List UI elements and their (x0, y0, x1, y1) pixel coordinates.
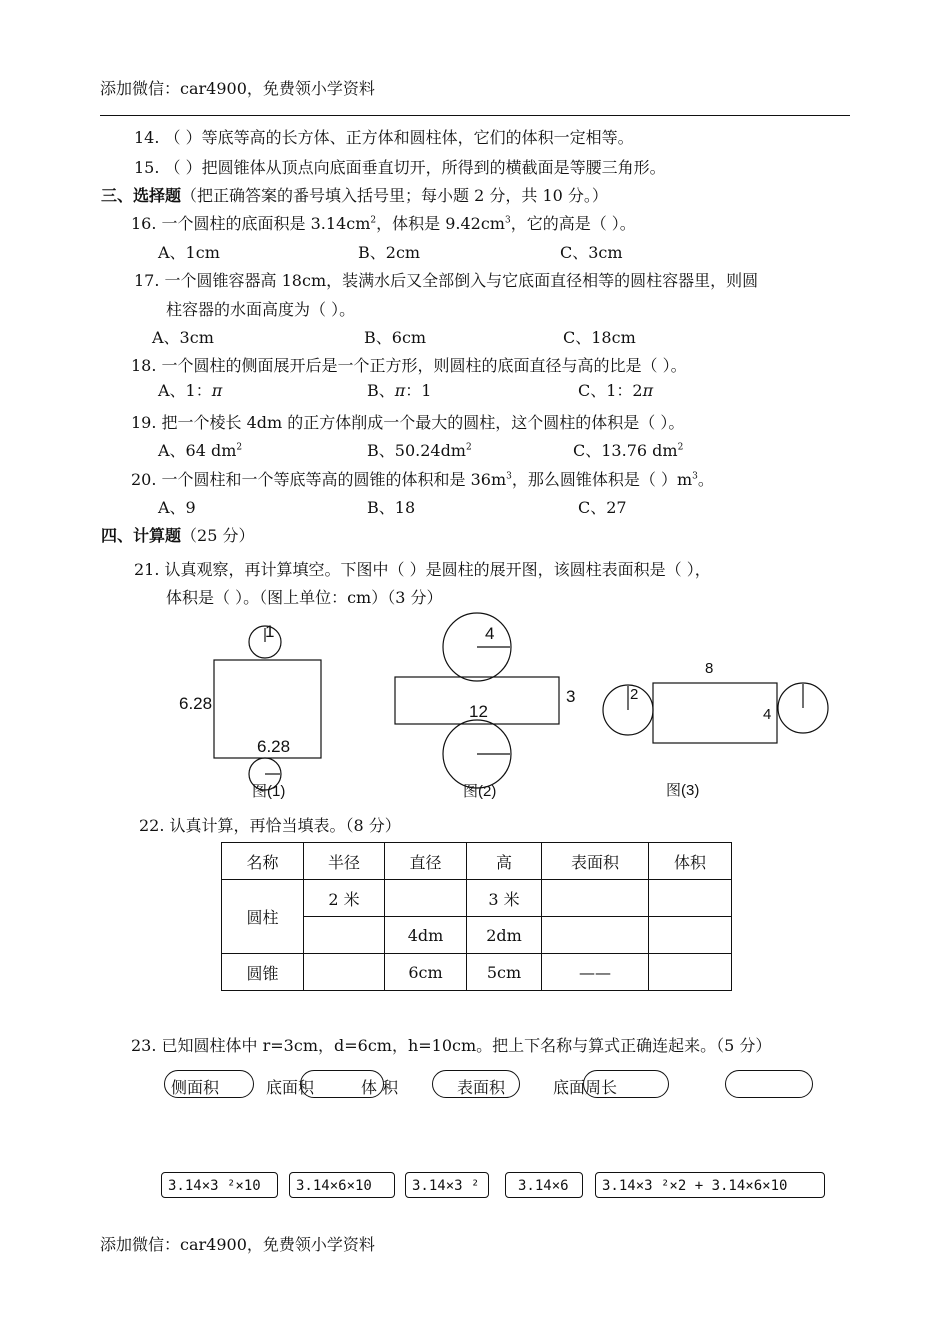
q18-option-c (578, 378, 653, 401)
q22-table (221, 842, 732, 991)
table-row (222, 954, 732, 991)
q16-text-a: 16. 一个圆柱的底面积是 3.14cm (131, 214, 371, 233)
q20-option-a: A、9 (158, 498, 196, 517)
fig3-top-label: 8 (705, 660, 714, 677)
q21-line1: 21. 认真观察，再计算填空。下图中（ ）是圆柱的展开图，该圆柱表面积是（ ）， (134, 560, 711, 579)
q18-opt-c-pi: π (642, 381, 654, 400)
table-header: 半径 (304, 843, 385, 880)
q18-opt-a-pi: π (211, 381, 223, 400)
table-cell: 5cm (467, 954, 542, 991)
table-cell[interactable] (304, 954, 385, 991)
q22-text: 22. 认真计算，再恰当填表。（8 分） (139, 816, 401, 835)
q19-opt-c-sup: 2 (677, 442, 684, 453)
name-volume: 体 积 (361, 1078, 399, 1097)
q19-opt-a-text: A、64 dm (158, 441, 237, 460)
q20-option-b: B、18 (367, 498, 416, 517)
table-cell[interactable] (649, 880, 732, 917)
table-cell[interactable] (649, 917, 732, 954)
q21-line2: 体积是（ ）。（图上单位：cm）（3 分） (166, 588, 443, 607)
fig3-circle-label: 2 (630, 686, 639, 703)
table-cell: 3 米 (467, 880, 542, 917)
q16-sup-a: 2 (370, 215, 377, 226)
fig1-caption: 图(1) (252, 783, 286, 800)
name-base-circumference: 底面周长 (553, 1078, 618, 1097)
fig2-side-label: 3 (566, 687, 576, 706)
q16-text-b: ，体积是 9.42cm (376, 214, 505, 233)
q17-option-c: C、18cm (563, 328, 636, 347)
formula-box[interactable]: 3.14×3 ²×2 + 3.14×6×10 (595, 1172, 825, 1198)
formula-box[interactable]: 3.14×3 ²×10 (161, 1172, 278, 1198)
item-14: 14. （ ）等底等高的长方体、正方体和圆柱体，它们的体积一定相等。 (134, 128, 634, 147)
section4-number: 四、计算题 (101, 526, 182, 545)
fig2-length-label: 12 (469, 702, 488, 721)
q18-opt-a-text: A、1： (158, 381, 212, 400)
table-cell[interactable] (649, 954, 732, 991)
fig3-side-label: 4 (763, 706, 772, 723)
q17-option-a: A、3cm (152, 328, 214, 347)
formula-box[interactable]: 3.14×6 (505, 1172, 583, 1198)
q20-text-c: 。 (697, 470, 714, 489)
section4-heading (101, 523, 254, 546)
q16-option-b: B、2cm (358, 243, 421, 262)
fig3-caption: 图(3) (666, 782, 700, 799)
footer-text: 添加微信：car4900，免费领小学资料 (100, 1235, 375, 1254)
name-surface-area: 表面积 (457, 1078, 506, 1097)
q19-opt-b-sup: 2 (465, 442, 472, 453)
q20-text-a: 20. 一个圆柱和一个等底等高的圆锥的体积和是 36m (131, 470, 507, 489)
fig1-circle-label: 1 (265, 622, 275, 641)
q20-sup-b: 3 (692, 471, 698, 482)
q17-line2: 柱容器的水面高度为（ ）。 (166, 300, 356, 319)
q18-opt-b-prefix: B、 (367, 381, 395, 400)
table-header: 直径 (385, 843, 467, 880)
q18-opt-b-pi: π (394, 381, 406, 400)
q18-option-b (367, 378, 431, 401)
q19-text: 19. 把一个棱长 4dm 的正方体削成一个最大的圆柱，这个圆柱的体积是（ ）。 (131, 413, 685, 432)
table-cell: 2dm (467, 917, 542, 954)
table-cell: —— (542, 954, 649, 991)
q20-option-c: C、27 (578, 498, 627, 517)
item-15: 15. （ ）把圆锥体从顶点向底面垂直切开，所得到的横截面是等腰三角形。 (134, 158, 666, 177)
row-label-cone: 圆锥 (222, 954, 304, 991)
q18-opt-c-text: C、1：2 (578, 381, 643, 400)
formula-box[interactable]: 3.14×6×10 (289, 1172, 395, 1198)
table-header-row (222, 843, 732, 880)
table-header: 名称 (222, 843, 304, 880)
header-text: 添加微信：car4900，免费领小学资料 (100, 79, 375, 98)
q19-opt-c-text: C、13.76 dm (573, 441, 678, 460)
header-divider (100, 115, 850, 116)
table-header: 体积 (649, 843, 732, 880)
fig1-bottom-label: 6.28 (257, 737, 291, 756)
blank-oval[interactable] (725, 1070, 813, 1098)
section4-desc: （25 分） (181, 526, 255, 545)
table-cell: 4dm (385, 917, 467, 954)
section3-desc: （把正确答案的番号填入括号里；每小题 2 分，共 10 分。） (181, 186, 608, 205)
q17-option-b: B、6cm (364, 328, 427, 347)
q16-option-a: A、1cm (158, 243, 220, 262)
table-header: 表面积 (542, 843, 649, 880)
q23-text: 23. 已知圆柱体中 r=3cm，d=6cm，h=10cm。把上下名称与算式正确连起来。（5 分） (131, 1036, 772, 1055)
q18-option-a (158, 378, 222, 401)
q19-opt-b-text: B、50.24dm (367, 441, 466, 460)
q16-sup-b: 3 (504, 215, 511, 226)
name-base-area: 底面积 (266, 1078, 315, 1097)
q18-text: 18. 一个圆柱的侧面展开后是一个正方形，则圆柱的底面直径与高的比是（ ）。 (131, 356, 687, 375)
table-cell[interactable] (542, 880, 649, 917)
fig1-side-label: 6.28 (179, 694, 213, 713)
table-header: 高 (467, 843, 542, 880)
q16-text-c: ，它的高是（ ）。 (510, 214, 636, 233)
fig2-circle-label: 4 (485, 624, 495, 643)
name-lateral-area: 侧面积 (171, 1078, 220, 1097)
q16-option-c: C、3cm (560, 243, 623, 262)
q20-sup-a: 3 (506, 471, 512, 482)
section3-number: 三、选择题 (101, 186, 182, 205)
fig3-rectangle (653, 683, 777, 743)
table-cell[interactable] (304, 917, 385, 954)
q19-option-c (573, 438, 683, 461)
q17-line1: 17. 一个圆锥容器高 18cm，装满水后又全部倒入与它底面直径相等的圆柱容器里，则圆 (134, 271, 759, 290)
section3-heading (101, 183, 608, 206)
q18-opt-b-text: ：1 (405, 381, 432, 400)
table-cell[interactable] (385, 880, 467, 917)
formula-box[interactable]: 3.14×3 ² (405, 1172, 489, 1198)
q19-option-a (158, 438, 242, 461)
table-cell: 6cm (385, 954, 467, 991)
table-row (222, 880, 732, 917)
fig2-caption: 图(2) (463, 783, 497, 800)
q20-text-b: ，那么圆锥体积是（ ）m (511, 470, 693, 489)
row-label-cylinder: 圆柱 (222, 880, 304, 954)
table-cell: 2 米 (304, 880, 385, 917)
question-20 (131, 467, 714, 490)
table-cell[interactable] (542, 917, 649, 954)
q19-opt-a-sup: 2 (236, 442, 243, 453)
question-16 (131, 211, 636, 234)
q19-option-b (367, 438, 472, 461)
